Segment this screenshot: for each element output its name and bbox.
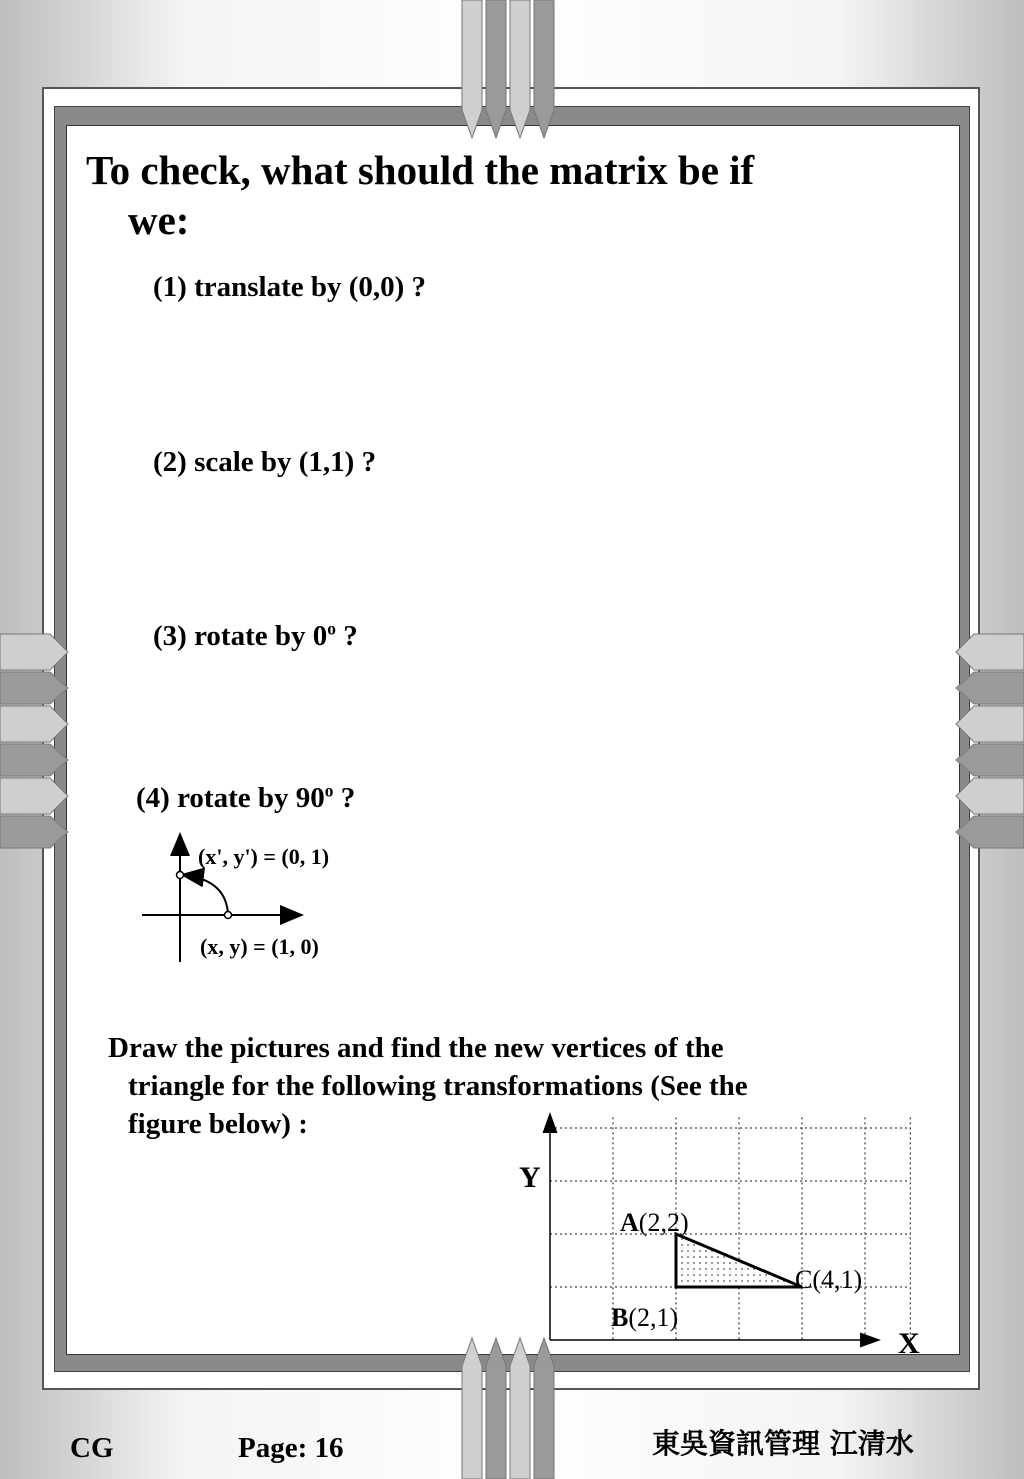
- footer-course: CG: [70, 1432, 114, 1464]
- footer-author: 東吳資訊管理 江清水: [652, 1427, 914, 1460]
- top-decoration: [458, 0, 564, 140]
- original-point-label: (x, y) = (1, 0): [200, 934, 319, 959]
- question-2-text: (2) scale by (1,1) ?: [153, 446, 377, 478]
- vertex-c-label: [795, 1265, 862, 1294]
- question-1-text: (1) translate by (0,0) ?: [153, 271, 427, 303]
- y-axis-label: Y: [519, 1161, 541, 1194]
- x-axis-label: X: [898, 1327, 920, 1360]
- vertex-c-coords: (4,1): [812, 1265, 863, 1294]
- vertex-b-coords: (2,1): [628, 1303, 679, 1332]
- start-point: [225, 912, 232, 919]
- question-2: [153, 446, 376, 479]
- question-4-tail: ?: [333, 782, 356, 814]
- heading-line-1: To check, what should the matrix be if: [86, 147, 755, 193]
- question-3-text: (3) rotate by 0: [153, 620, 328, 652]
- footer-page-number: Page: 16: [238, 1432, 344, 1464]
- instructions-line-1: Draw the pictures and find the new vertices of the: [108, 1032, 724, 1064]
- question-4: [136, 782, 355, 815]
- right-decoration: [954, 630, 1024, 852]
- question-4-text: (4) rotate by 90: [136, 782, 325, 814]
- question-3-tail: ?: [335, 620, 358, 652]
- instructions-line-2: triangle for the following transformations (See the: [128, 1070, 748, 1102]
- grid-lines: [550, 1117, 910, 1340]
- heading-line-2: we:: [128, 197, 190, 243]
- left-decoration: [0, 630, 70, 852]
- question-3: [153, 620, 358, 653]
- vertex-a-coords: (2,2): [638, 1208, 689, 1237]
- vertex-b-letter: B: [611, 1303, 629, 1332]
- rotated-point-label: (x', y') = (0, 1): [198, 844, 330, 869]
- vertex-b-label: [611, 1303, 678, 1332]
- end-point: [177, 872, 184, 879]
- rotation-arc: [184, 875, 228, 914]
- vertex-a-letter: A: [620, 1208, 639, 1237]
- triangle-figure: [500, 1105, 920, 1360]
- degree-symbol: o: [324, 780, 334, 801]
- degree-symbol: o: [327, 618, 336, 639]
- instructions-line-3: figure below) :: [128, 1108, 308, 1140]
- question-1: [153, 271, 426, 304]
- triangle-abc: [676, 1234, 802, 1287]
- vertex-a-label: [620, 1208, 689, 1237]
- vertex-c-letter: C: [795, 1265, 813, 1294]
